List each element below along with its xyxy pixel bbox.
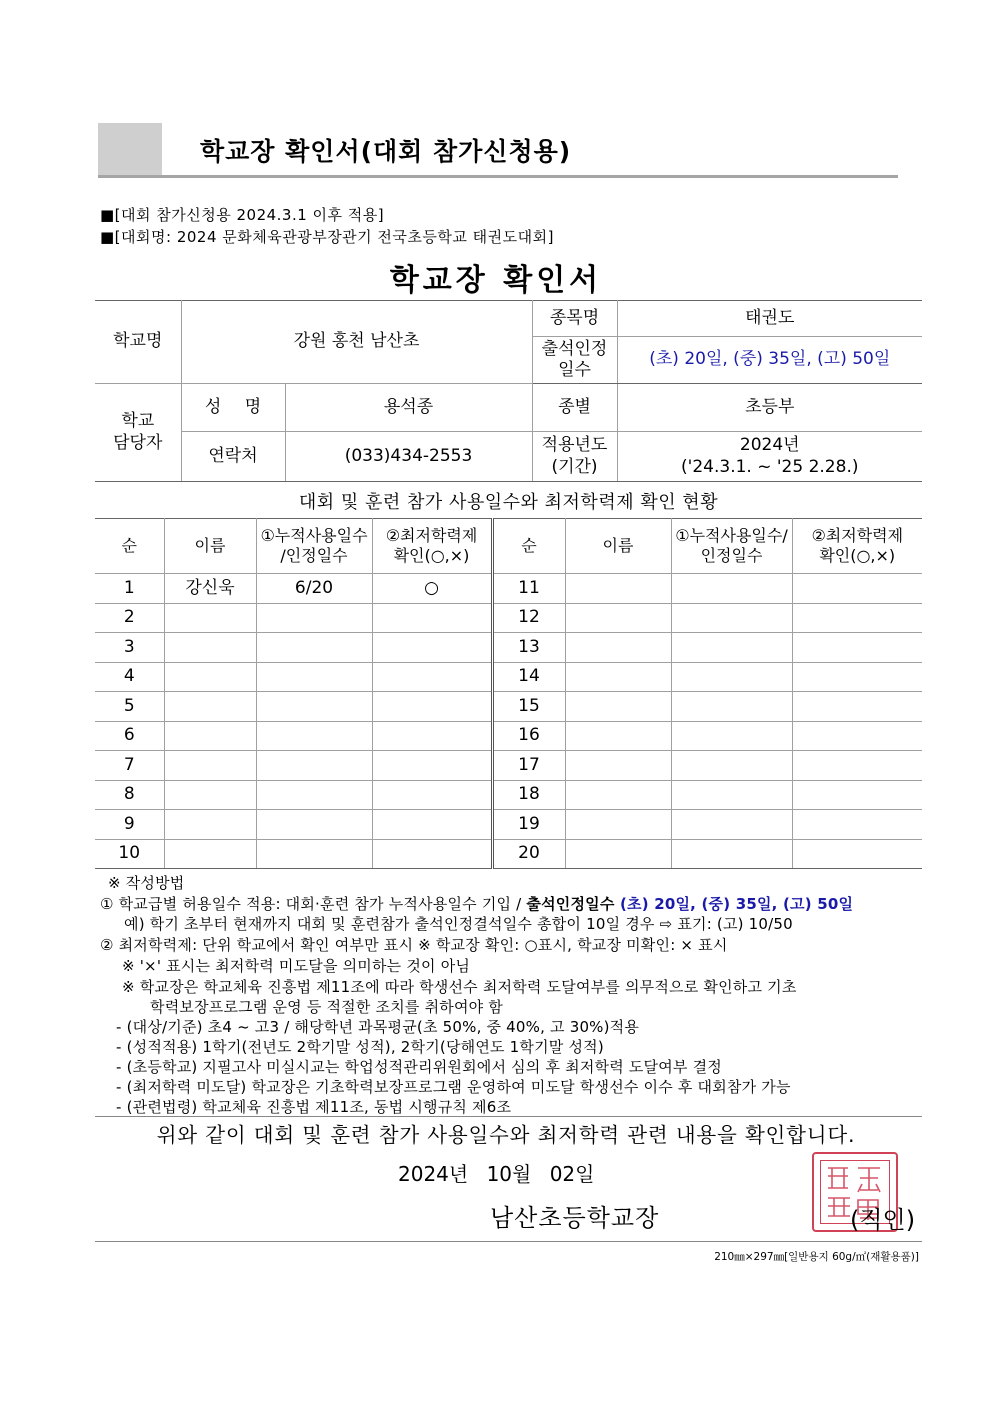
row-name-right bbox=[565, 810, 671, 840]
note-competition-name: ■[대회명: 2024 문화체육관광부장관기 전국초등학교 태권도대회] bbox=[100, 228, 554, 246]
header-name-left: 이름 bbox=[164, 519, 256, 574]
row-no-right: 16 bbox=[492, 721, 565, 751]
row-days-left: 6/20 bbox=[256, 574, 372, 604]
row-no-left: 9 bbox=[95, 810, 164, 840]
instruction-bullet-5: - (관련법령) 학교체육 진흥법 제11조, 동법 시행규칙 제6조 bbox=[116, 1098, 512, 1116]
event-label: 종목명 bbox=[532, 301, 617, 337]
row-check-left: ○ bbox=[372, 574, 492, 604]
row-no-left: 7 bbox=[95, 751, 164, 781]
row-check-left bbox=[372, 633, 492, 663]
school-info-table bbox=[95, 300, 922, 482]
header-title: 학교장 확인서(대회 참가신청용) bbox=[200, 137, 572, 166]
table-row bbox=[95, 662, 922, 692]
row-no-right: 19 bbox=[492, 810, 565, 840]
school-name-value: 강원 홍천 남산초 bbox=[181, 301, 532, 384]
row-check-left bbox=[372, 780, 492, 810]
year-value-cell bbox=[617, 432, 922, 482]
row-days-left bbox=[256, 662, 372, 692]
row-days-left bbox=[256, 780, 372, 810]
row-check-left bbox=[372, 721, 492, 751]
instruction-item-1 bbox=[100, 893, 853, 914]
instruction-bullet-2: - (성적적용) 1학기(전년도 2학기말 성적), 2학기(당해연도 1학기말 성적) bbox=[116, 1038, 604, 1056]
row-name-right bbox=[565, 839, 671, 869]
row-name-right bbox=[565, 633, 671, 663]
row-name-left bbox=[164, 633, 256, 663]
row-name-left bbox=[164, 662, 256, 692]
row-days-left bbox=[256, 633, 372, 663]
header-no-left: 순 bbox=[95, 519, 164, 574]
year-label: 적용년도 (기간) bbox=[532, 432, 617, 482]
row-check-left bbox=[372, 603, 492, 633]
row-no-right: 14 bbox=[492, 662, 565, 692]
row-check-right bbox=[792, 721, 922, 751]
note-apply-date: ■[대회 참가신청용 2024.3.1 이후 적용] bbox=[100, 206, 385, 224]
row-check-right bbox=[792, 810, 922, 840]
row-days-right bbox=[671, 574, 792, 604]
status-header-row bbox=[95, 519, 922, 574]
row-no-right: 20 bbox=[492, 839, 565, 869]
row-check-left bbox=[372, 810, 492, 840]
instruction-item-1-example: 예) 학기 초부터 현재까지 대회 및 훈련참가 출석인정결석일수 총합이 10일 경우 ⇨ 표기: (고) 10/50 bbox=[124, 915, 793, 933]
row-name-left bbox=[164, 780, 256, 810]
row-no-left: 6 bbox=[95, 721, 164, 751]
row-no-right: 13 bbox=[492, 633, 565, 663]
footer-divider bbox=[95, 1241, 922, 1242]
row-days-right bbox=[671, 780, 792, 810]
header-underline bbox=[98, 175, 898, 178]
table-row bbox=[95, 692, 922, 722]
row-days-left bbox=[256, 839, 372, 869]
row-check-left bbox=[372, 751, 492, 781]
confirmation-statement: 위와 같이 대회 및 훈련 참가 사용일수와 최저학력 관련 내용을 확인합니다. bbox=[156, 1123, 856, 1147]
row-check-right bbox=[792, 662, 922, 692]
table-row bbox=[95, 633, 922, 663]
row-days-right bbox=[671, 751, 792, 781]
row-check-left bbox=[372, 692, 492, 722]
row-no-left: 5 bbox=[95, 692, 164, 722]
header-gray-block bbox=[98, 123, 162, 176]
attendance-days-label: 출석인정 일수 bbox=[532, 337, 617, 384]
phone-label: 연락처 bbox=[181, 432, 285, 482]
instruction-item-1-days: (초) 20일, (중) 35일, (고) 50일 bbox=[619, 895, 854, 913]
row-name-left bbox=[164, 692, 256, 722]
table-row bbox=[95, 780, 922, 810]
row-check-left bbox=[372, 662, 492, 692]
row-no-left: 4 bbox=[95, 662, 164, 692]
instructions-heading: ※ 작성방법 bbox=[108, 874, 185, 892]
row-days-right bbox=[671, 692, 792, 722]
attendance-days-value: (초) 20일, (중) 35일, (고) 50일 bbox=[617, 337, 922, 384]
instruction-item-2-note-2b: 학력보장프로그램 운영 등 적절한 조치를 취하여야 함 bbox=[150, 998, 503, 1016]
row-check-right bbox=[792, 692, 922, 722]
row-no-right: 12 bbox=[492, 603, 565, 633]
row-name-left: 강신욱 bbox=[164, 574, 256, 604]
row-no-left: 1 bbox=[95, 574, 164, 604]
table-row bbox=[95, 574, 922, 604]
header-days-left: ①누적사용일수 /인정일수 bbox=[256, 519, 372, 574]
event-value: 태권도 bbox=[617, 301, 922, 337]
instruction-item-1-text: ① 학교급별 허용일수 적용: 대회·훈련 참가 누적사용일수 기입 / bbox=[100, 895, 527, 913]
row-days-right bbox=[671, 662, 792, 692]
row-name-left bbox=[164, 721, 256, 751]
header-name-right: 이름 bbox=[565, 519, 671, 574]
row-check-right bbox=[792, 603, 922, 633]
name-label: 성 명 bbox=[181, 384, 285, 432]
row-check-right bbox=[792, 574, 922, 604]
name-value: 용석종 bbox=[285, 384, 532, 432]
row-check-right bbox=[792, 633, 922, 663]
row-name-right bbox=[565, 662, 671, 692]
table-row bbox=[95, 721, 922, 751]
contact-person-label: 학교 담당자 bbox=[95, 384, 181, 482]
row-name-right bbox=[565, 780, 671, 810]
header-check-left: ②최저학력제 확인(○,×) bbox=[372, 519, 492, 574]
row-name-right bbox=[565, 721, 671, 751]
phone-value: (033)434-2553 bbox=[285, 432, 532, 482]
row-check-right bbox=[792, 780, 922, 810]
row-check-right bbox=[792, 839, 922, 869]
row-days-right bbox=[671, 810, 792, 840]
row-days-right bbox=[671, 839, 792, 869]
row-days-left bbox=[256, 721, 372, 751]
principal-title: 남산초등학교장 bbox=[490, 1204, 660, 1232]
instruction-item-2-note-1: ※ '×' 표시는 최저학력 미도달을 의미하는 것이 아님 bbox=[122, 957, 471, 975]
row-no-left: 2 bbox=[95, 603, 164, 633]
table-row bbox=[95, 810, 922, 840]
row-name-left bbox=[164, 603, 256, 633]
row-name-left bbox=[164, 810, 256, 840]
period-value: ('24.3.1. ~ '25 2.28.) bbox=[681, 456, 859, 477]
instruction-item-2: ② 최저학력제: 단위 학교에서 확인 여부만 표시 ※ 학교장 확인: ○표시, 학교장 미확인: × 표시 bbox=[100, 936, 728, 954]
instruction-bullet-3: - (초등학교) 지필고사 미실시교는 학업성적관리위원회에서 심의 후 최저학력 도달여부 결정 bbox=[116, 1058, 722, 1076]
paper-spec-footer: 210㎜×297㎜[일반용지 60g/㎡(재활용품)] bbox=[714, 1251, 919, 1263]
instruction-bullet-4: - (최저학력 미도달) 학교장은 기초학력보장프로그램 운영하여 미도달 학생선수 이수 후 대회참가 가능 bbox=[116, 1078, 791, 1096]
header-no-right: 순 bbox=[492, 519, 565, 574]
row-no-left: 10 bbox=[95, 839, 164, 869]
year-value: 2024년 bbox=[739, 435, 800, 456]
row-name-left bbox=[164, 839, 256, 869]
school-name-label: 학교명 bbox=[95, 301, 181, 384]
row-check-right bbox=[792, 751, 922, 781]
row-check-left bbox=[372, 839, 492, 869]
row-no-right: 18 bbox=[492, 780, 565, 810]
header-days-right: ①누적사용일수/ 인정일수 bbox=[671, 519, 792, 574]
table-row bbox=[95, 603, 922, 633]
instructions-divider bbox=[95, 1116, 922, 1117]
instruction-item-2-note-2a: ※ 학교장은 학교체육 진흥법 제11조에 따라 학생선수 최저학력 도달여부를 의무적으로 확인하고 기초 bbox=[122, 978, 797, 996]
row-no-left: 3 bbox=[95, 633, 164, 663]
category-label: 종별 bbox=[532, 384, 617, 432]
seal-label: (직인) bbox=[850, 1206, 916, 1234]
row-name-right bbox=[565, 603, 671, 633]
row-name-left bbox=[164, 751, 256, 781]
row-days-left bbox=[256, 810, 372, 840]
status-table bbox=[95, 518, 922, 869]
header-check-right: ②최저학력제 확인(○,×) bbox=[792, 519, 922, 574]
row-days-right bbox=[671, 603, 792, 633]
row-no-right: 15 bbox=[492, 692, 565, 722]
document-title: 학교장 확인서 bbox=[389, 263, 603, 298]
table-row bbox=[95, 751, 922, 781]
row-days-left bbox=[256, 603, 372, 633]
status-section-title: 대회 및 훈련 참가 사용일수와 최저학력제 확인 현황 bbox=[298, 492, 719, 513]
row-days-right bbox=[671, 721, 792, 751]
row-name-right bbox=[565, 751, 671, 781]
row-no-left: 8 bbox=[95, 780, 164, 810]
row-days-left bbox=[256, 692, 372, 722]
category-value: 초등부 bbox=[617, 384, 922, 432]
instruction-item-1-bold: 출석인정일수 bbox=[526, 895, 620, 913]
table-row bbox=[95, 839, 922, 869]
issue-date: 2024년 10월 02일 bbox=[398, 1162, 595, 1186]
row-name-right bbox=[565, 574, 671, 604]
row-days-left bbox=[256, 751, 372, 781]
row-no-right: 17 bbox=[492, 751, 565, 781]
row-no-right: 11 bbox=[492, 574, 565, 604]
row-name-right bbox=[565, 692, 671, 722]
row-days-right bbox=[671, 633, 792, 663]
instruction-bullet-1: - (대상/기준) 초4 ~ 고3 / 해당학년 과목평균(초 50%, 중 40%, 고 30%)적용 bbox=[116, 1018, 640, 1036]
